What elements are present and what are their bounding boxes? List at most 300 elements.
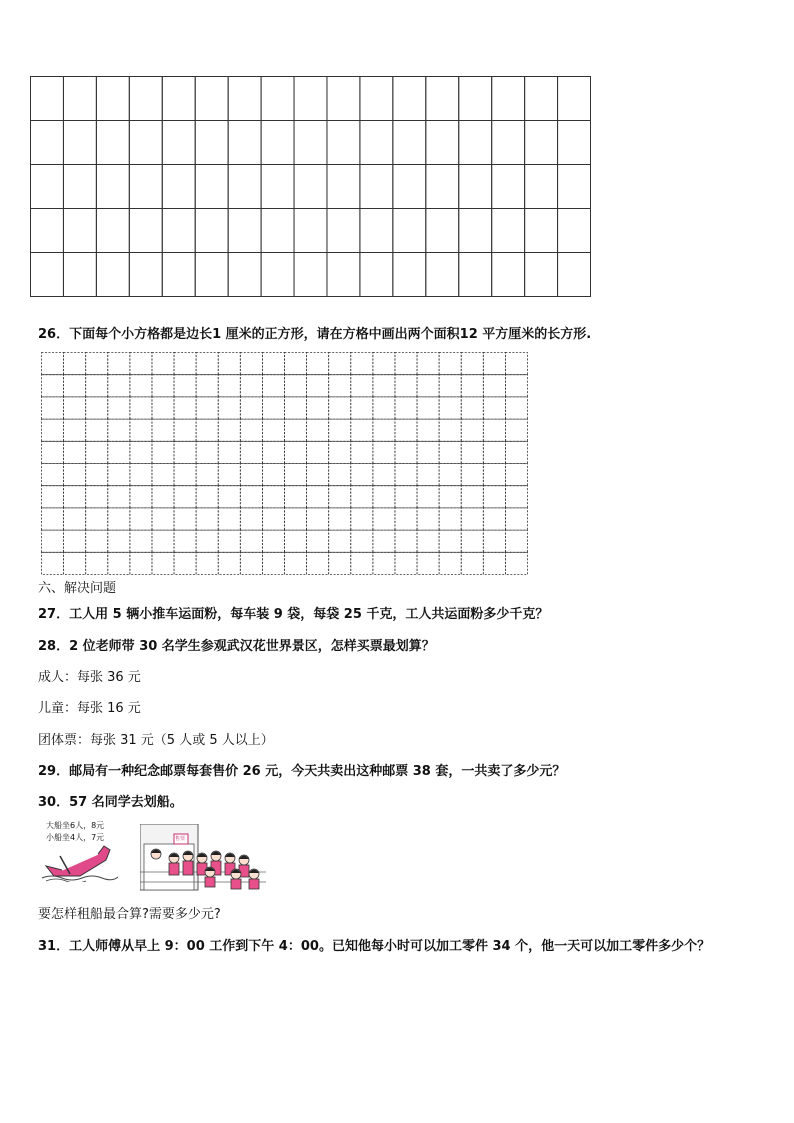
dashed-grid-cell (373, 419, 395, 441)
dashed-grid-cell (285, 419, 307, 441)
dashed-grid-cell (439, 552, 461, 574)
dashed-grid-cell (373, 530, 395, 552)
grid-cell (294, 209, 327, 253)
dashed-grid-cell (174, 375, 196, 397)
dashed-grid-cell (174, 530, 196, 552)
dashed-grid-cell (240, 530, 262, 552)
grid-cell (261, 253, 294, 297)
dashed-grid-cell (196, 530, 218, 552)
dashed-grid-cell (285, 486, 307, 508)
dashed-grid-cell (42, 530, 64, 552)
dashed-grid-cell (483, 464, 505, 486)
dashed-grid-cell (461, 486, 483, 508)
dashed-grid-cell (108, 552, 130, 574)
grid-cell (327, 165, 360, 209)
dashed-grid-cell (483, 419, 505, 441)
dashed-grid-cell (86, 419, 108, 441)
dashed-grid-cell (130, 419, 152, 441)
grid-cell (426, 209, 459, 253)
dashed-grid-cell (262, 486, 284, 508)
dashed-grid-cell (329, 419, 351, 441)
dashed-grid-cell (240, 464, 262, 486)
dashed-grid-cell (307, 464, 329, 486)
question-28: 28．2 位老师带 30 名学生参观武汉花世界景区，怎样买票最划算？ (38, 639, 435, 654)
dashed-grid-cell (240, 397, 262, 419)
dashed-grid-cell (262, 508, 284, 530)
dashed-grid-cell (351, 375, 373, 397)
dashed-grid-cell (42, 552, 64, 574)
grid-cell (96, 253, 129, 297)
dashed-grid-cell (373, 486, 395, 508)
dashed-grid-cell (240, 375, 262, 397)
dashed-grid-cell (64, 464, 86, 486)
grid-cell (129, 121, 162, 165)
dashed-grid-cell (196, 441, 218, 463)
dashed-grid-cell (351, 508, 373, 530)
grid-cell (228, 253, 261, 297)
grid-cell (261, 165, 294, 209)
dashed-grid-cell (262, 397, 284, 419)
dashed-grid-cell (505, 552, 527, 574)
dashed-grid-cell (417, 464, 439, 486)
grid-cell (228, 77, 261, 121)
grid-cell (525, 165, 558, 209)
dashed-grid-cell (351, 419, 373, 441)
dashed-grid-cell (351, 397, 373, 419)
dashed-grid-cell (152, 441, 174, 463)
dashed-grid-cell (351, 441, 373, 463)
dashed-grid-cell (285, 552, 307, 574)
dashed-grid-cell (196, 486, 218, 508)
grid-cell (261, 209, 294, 253)
dashed-grid-cell (196, 464, 218, 486)
dashed-grid-cell (373, 464, 395, 486)
grid-cell (195, 77, 228, 121)
grid-cell (63, 253, 96, 297)
dashed-grid-cell (329, 441, 351, 463)
grid-cell (129, 165, 162, 209)
dashed-grid-cell (64, 397, 86, 419)
grid-cell (294, 253, 327, 297)
dashed-grid-cell (461, 375, 483, 397)
grid-cell (31, 253, 64, 297)
dashed-grid-cell (483, 441, 505, 463)
grid-cell (96, 77, 129, 121)
dashed-grid-cell (307, 441, 329, 463)
dashed-grid-cell (307, 552, 329, 574)
question-29: 29．邮局有一种纪念邮票每套售价 26 元，今天共卖出这种邮票 38 套，一共卖了多少元？ (38, 764, 566, 779)
dashed-grid-cell (373, 508, 395, 530)
dashed-grid-cell (174, 486, 196, 508)
dashed-grid-cell (285, 508, 307, 530)
dashed-grid-cell (262, 464, 284, 486)
dashed-grid-cell (439, 530, 461, 552)
dashed-grid-cell (505, 353, 527, 375)
boat-big-caption: 大船坐6人，8元 (46, 821, 105, 830)
grid-cell (459, 165, 492, 209)
grid-cell (492, 77, 525, 121)
dashed-grid-cell (64, 419, 86, 441)
dashed-grid-cell (86, 530, 108, 552)
grid-cell (525, 253, 558, 297)
dashed-grid-cell (262, 353, 284, 375)
grid-cell (162, 121, 195, 165)
question-26: 26．下面每个小方格都是边长1 厘米的正方形，请在方格中画出两个面积12 平方厘米的长方形. (38, 327, 592, 342)
dashed-grid-cell (505, 441, 527, 463)
dashed-grid-cell (395, 353, 417, 375)
dashed-grid-cell (307, 397, 329, 419)
dashed-grid-cell (196, 419, 218, 441)
grid-cell (96, 121, 129, 165)
grid-cell (129, 253, 162, 297)
dashed-grid-cell (152, 486, 174, 508)
dashed-grid-cell (152, 353, 174, 375)
grid-cell (459, 253, 492, 297)
grid-cell (129, 209, 162, 253)
dashed-grid-cell (130, 552, 152, 574)
grid-cell (459, 209, 492, 253)
dashed-grid-cell (505, 508, 527, 530)
grid-cell (162, 77, 195, 121)
dashed-grid-cell (505, 375, 527, 397)
dashed-grid-cell (218, 441, 240, 463)
dashed-grid-cell (174, 508, 196, 530)
dashed-grid-cell (196, 397, 218, 419)
boat-icon (40, 844, 118, 882)
dashed-grid-cell (307, 508, 329, 530)
dashed-grid-cell (42, 419, 64, 441)
dashed-grid-cell (86, 375, 108, 397)
dashed-grid-cell (417, 419, 439, 441)
dashed-grid-cell (42, 353, 64, 375)
dashed-grid-cell (351, 486, 373, 508)
grid-cell (360, 77, 393, 121)
dashed-grid-cell (64, 508, 86, 530)
answer-grid (30, 76, 592, 298)
dashed-grid-cell (130, 375, 152, 397)
dashed-grid-cell (439, 486, 461, 508)
dashed-grid-cell (42, 508, 64, 530)
grid-cell (162, 165, 195, 209)
grid-cell (228, 209, 261, 253)
grid-cell (492, 253, 525, 297)
dashed-grid-cell (461, 397, 483, 419)
grid-cell (96, 209, 129, 253)
dashed-grid-cell (395, 397, 417, 419)
dashed-grid-cell (483, 375, 505, 397)
dashed-grid-cell (86, 397, 108, 419)
dashed-grid-cell (174, 464, 196, 486)
dashed-grid-cell (395, 441, 417, 463)
dashed-grid-cell (240, 552, 262, 574)
dashed-grid-cell (417, 375, 439, 397)
dashed-grid-cell (130, 464, 152, 486)
dashed-grid-cell (152, 375, 174, 397)
dashed-grid-cell (483, 508, 505, 530)
grid-cell (426, 165, 459, 209)
dashed-grid-cell (130, 486, 152, 508)
dashed-grid-cell (351, 552, 373, 574)
dashed-grid-cell (329, 552, 351, 574)
grid-cell (393, 253, 426, 297)
grid-cell (129, 77, 162, 121)
dashed-grid-cell (174, 397, 196, 419)
grid-cell (426, 253, 459, 297)
grid-cell (63, 165, 96, 209)
dashed-grid-cell (86, 353, 108, 375)
grid-cell (261, 77, 294, 121)
children-queue-icon (140, 824, 266, 894)
grid-cell (96, 165, 129, 209)
dashed-grid-cell (262, 375, 284, 397)
ticket-queue-illustration (140, 824, 266, 894)
grid-cell (492, 209, 525, 253)
grid-cell (558, 209, 591, 253)
grid-cell (63, 121, 96, 165)
dashed-grid-cell (86, 464, 108, 486)
grid-cell (558, 165, 591, 209)
dashed-grid-cell (196, 353, 218, 375)
dashed-grid-cell (218, 353, 240, 375)
grid-cell (393, 121, 426, 165)
dashed-grid-cell (42, 397, 64, 419)
dashed-grid-cell (285, 397, 307, 419)
dashed-grid-cell (42, 486, 64, 508)
dashed-grid-cell (108, 397, 130, 419)
dashed-grid-cell (461, 552, 483, 574)
dashed-grid-cell (130, 397, 152, 419)
grid-cell (558, 121, 591, 165)
dashed-grid-cell (307, 353, 329, 375)
dashed-grid-cell (64, 353, 86, 375)
dashed-grid-cell (461, 530, 483, 552)
dashed-grid-cell (218, 397, 240, 419)
dashed-square-grid (41, 352, 529, 576)
dashed-grid-cell (483, 552, 505, 574)
dashed-grid-cell (42, 441, 64, 463)
dashed-grid-cell (196, 508, 218, 530)
grid-cell (558, 77, 591, 121)
dashed-grid-cell (329, 508, 351, 530)
dashed-grid-cell (196, 552, 218, 574)
dashed-grid-cell (108, 464, 130, 486)
dashed-grid-cell (351, 464, 373, 486)
dashed-grid-cell (240, 353, 262, 375)
price-child: 儿童：每张 16 元 (38, 701, 141, 716)
dashed-grid-cell (174, 419, 196, 441)
dashed-grid-cell (461, 353, 483, 375)
grid-cell (393, 165, 426, 209)
dashed-grid-cell (505, 464, 527, 486)
dashed-grid-cell (307, 530, 329, 552)
dashed-grid-cell (417, 441, 439, 463)
dashed-grid-cell (417, 530, 439, 552)
grid-cell (525, 77, 558, 121)
grid-cell (195, 121, 228, 165)
dashed-grid-cell (373, 353, 395, 375)
dashed-grid-cell (240, 508, 262, 530)
grid-cell (492, 121, 525, 165)
dashed-grid-cell (439, 353, 461, 375)
dashed-grid-cell (86, 552, 108, 574)
dashed-grid-cell (240, 441, 262, 463)
grid-cell (426, 121, 459, 165)
grid-cell (327, 77, 360, 121)
grid-cell (294, 165, 327, 209)
grid-cell (294, 77, 327, 121)
dashed-grid-cell (439, 441, 461, 463)
dashed-grid-cell (108, 530, 130, 552)
question-30-ask: 要怎样租船最合算?需要多少元? (38, 907, 221, 922)
dashed-grid-cell (196, 375, 218, 397)
grid-cell (195, 209, 228, 253)
dashed-grid-cell (285, 375, 307, 397)
dashed-grid-cell (285, 353, 307, 375)
dashed-grid-cell (108, 486, 130, 508)
dashed-grid-cell (218, 464, 240, 486)
grid-cell (31, 121, 64, 165)
grid-cell (195, 165, 228, 209)
dashed-grid-cell (417, 552, 439, 574)
question-30: 30．57 名同学去划船。 (38, 795, 183, 810)
grid-cell (525, 209, 558, 253)
dashed-grid-cell (152, 419, 174, 441)
dashed-grid-cell (285, 530, 307, 552)
dashed-grid-cell (307, 375, 329, 397)
dashed-grid-cell (329, 530, 351, 552)
dashed-grid-cell (86, 441, 108, 463)
dashed-grid-cell (64, 552, 86, 574)
grid-cell (327, 121, 360, 165)
grid-cell (31, 165, 64, 209)
dashed-grid-cell (395, 486, 417, 508)
price-group: 团体票：每张 31 元（5 人或 5 人以上） (38, 733, 274, 748)
dashed-grid-cell (395, 419, 417, 441)
grid-cell (459, 77, 492, 121)
dashed-grid-cell (329, 464, 351, 486)
grid-cell (492, 165, 525, 209)
dashed-grid-cell (505, 419, 527, 441)
price-adult: 成人：每张 36 元 (38, 670, 141, 685)
dashed-grid-cell (307, 419, 329, 441)
grid-cell (525, 121, 558, 165)
question-27: 27．工人用 5 辆小推车运面粉，每车装 9 袋，每袋 25 千克，工人共运面粉多少千克？ (38, 607, 549, 622)
dashed-grid-cell (64, 486, 86, 508)
dashed-grid-cell (373, 552, 395, 574)
dashed-grid-cell (152, 508, 174, 530)
dashed-grid-cell (64, 375, 86, 397)
dashed-grid-cell (439, 419, 461, 441)
grid-cell (261, 121, 294, 165)
dashed-grid-cell (108, 353, 130, 375)
grid-cell (162, 253, 195, 297)
dashed-grid-cell (483, 486, 505, 508)
dashed-grid-cell (439, 375, 461, 397)
dashed-grid-cell (218, 552, 240, 574)
dashed-grid-cell (461, 508, 483, 530)
grid-cell (426, 77, 459, 121)
dashed-grid-cell (262, 441, 284, 463)
grid-cell (63, 77, 96, 121)
dashed-grid-cell (108, 441, 130, 463)
dashed-grid-cell (130, 441, 152, 463)
dashed-grid-cell (285, 441, 307, 463)
grid-cell (195, 253, 228, 297)
dashed-grid-cell (439, 464, 461, 486)
dashed-grid-cell (285, 464, 307, 486)
dashed-grid-cell (483, 397, 505, 419)
dashed-grid-cell (262, 552, 284, 574)
dashed-grid-cell (130, 530, 152, 552)
dashed-grid-cell (395, 464, 417, 486)
dashed-grid-cell (351, 353, 373, 375)
dashed-grid-cell (240, 419, 262, 441)
dashed-grid-cell (329, 375, 351, 397)
dashed-grid-cell (86, 486, 108, 508)
dashed-grid-cell (218, 508, 240, 530)
dashed-grid-cell (174, 353, 196, 375)
dashed-grid-cell (130, 353, 152, 375)
dashed-grid-cell (307, 486, 329, 508)
dashed-grid-cell (64, 530, 86, 552)
dashed-grid-cell (42, 375, 64, 397)
grid-cell (294, 121, 327, 165)
dashed-grid-cell (483, 353, 505, 375)
dashed-grid-cell (417, 508, 439, 530)
dashed-grid-cell (218, 530, 240, 552)
question-31: 31．工人师傅从早上 9：00 工作到下午 4：00。已知他每小时可以加工零件 34 个，他一天可以加工零件多少个？ (38, 939, 711, 954)
dashed-grid-cell (505, 530, 527, 552)
grid-cell (228, 121, 261, 165)
grid-cell (393, 77, 426, 121)
dashed-grid-cell (240, 486, 262, 508)
dashed-grid-cell (417, 353, 439, 375)
dashed-grid-cell (417, 397, 439, 419)
dashed-grid-cell (218, 375, 240, 397)
dashed-grid-cell (42, 464, 64, 486)
dashed-grid-cell (108, 419, 130, 441)
grid-cell (162, 209, 195, 253)
dashed-grid-cell (262, 419, 284, 441)
dashed-grid-cell (130, 508, 152, 530)
dashed-grid-cell (461, 441, 483, 463)
boat-illustration (40, 820, 118, 882)
dashed-grid-cell (373, 397, 395, 419)
dashed-grid-cell (373, 375, 395, 397)
dashed-grid-cell (174, 552, 196, 574)
dashed-grid-cell (373, 441, 395, 463)
grid-cell (360, 121, 393, 165)
boat-small-caption: 小船坐4人，7元 (46, 833, 105, 842)
dashed-grid-cell (174, 441, 196, 463)
dashed-grid-cell (329, 353, 351, 375)
dashed-grid-cell (395, 375, 417, 397)
dashed-grid-cell (218, 486, 240, 508)
dashed-grid-cell (262, 530, 284, 552)
section-title: 六、解决问题 (38, 581, 117, 596)
ticket-sign: 售票 (175, 836, 186, 842)
dashed-grid-cell (483, 530, 505, 552)
dashed-grid-cell (395, 552, 417, 574)
grid-cell (327, 209, 360, 253)
dashed-grid-cell (152, 397, 174, 419)
dashed-grid-cell (152, 530, 174, 552)
grid-cell (360, 253, 393, 297)
dashed-grid-cell (64, 441, 86, 463)
dashed-grid-cell (351, 530, 373, 552)
dashed-grid-cell (439, 397, 461, 419)
dashed-grid-cell (439, 508, 461, 530)
